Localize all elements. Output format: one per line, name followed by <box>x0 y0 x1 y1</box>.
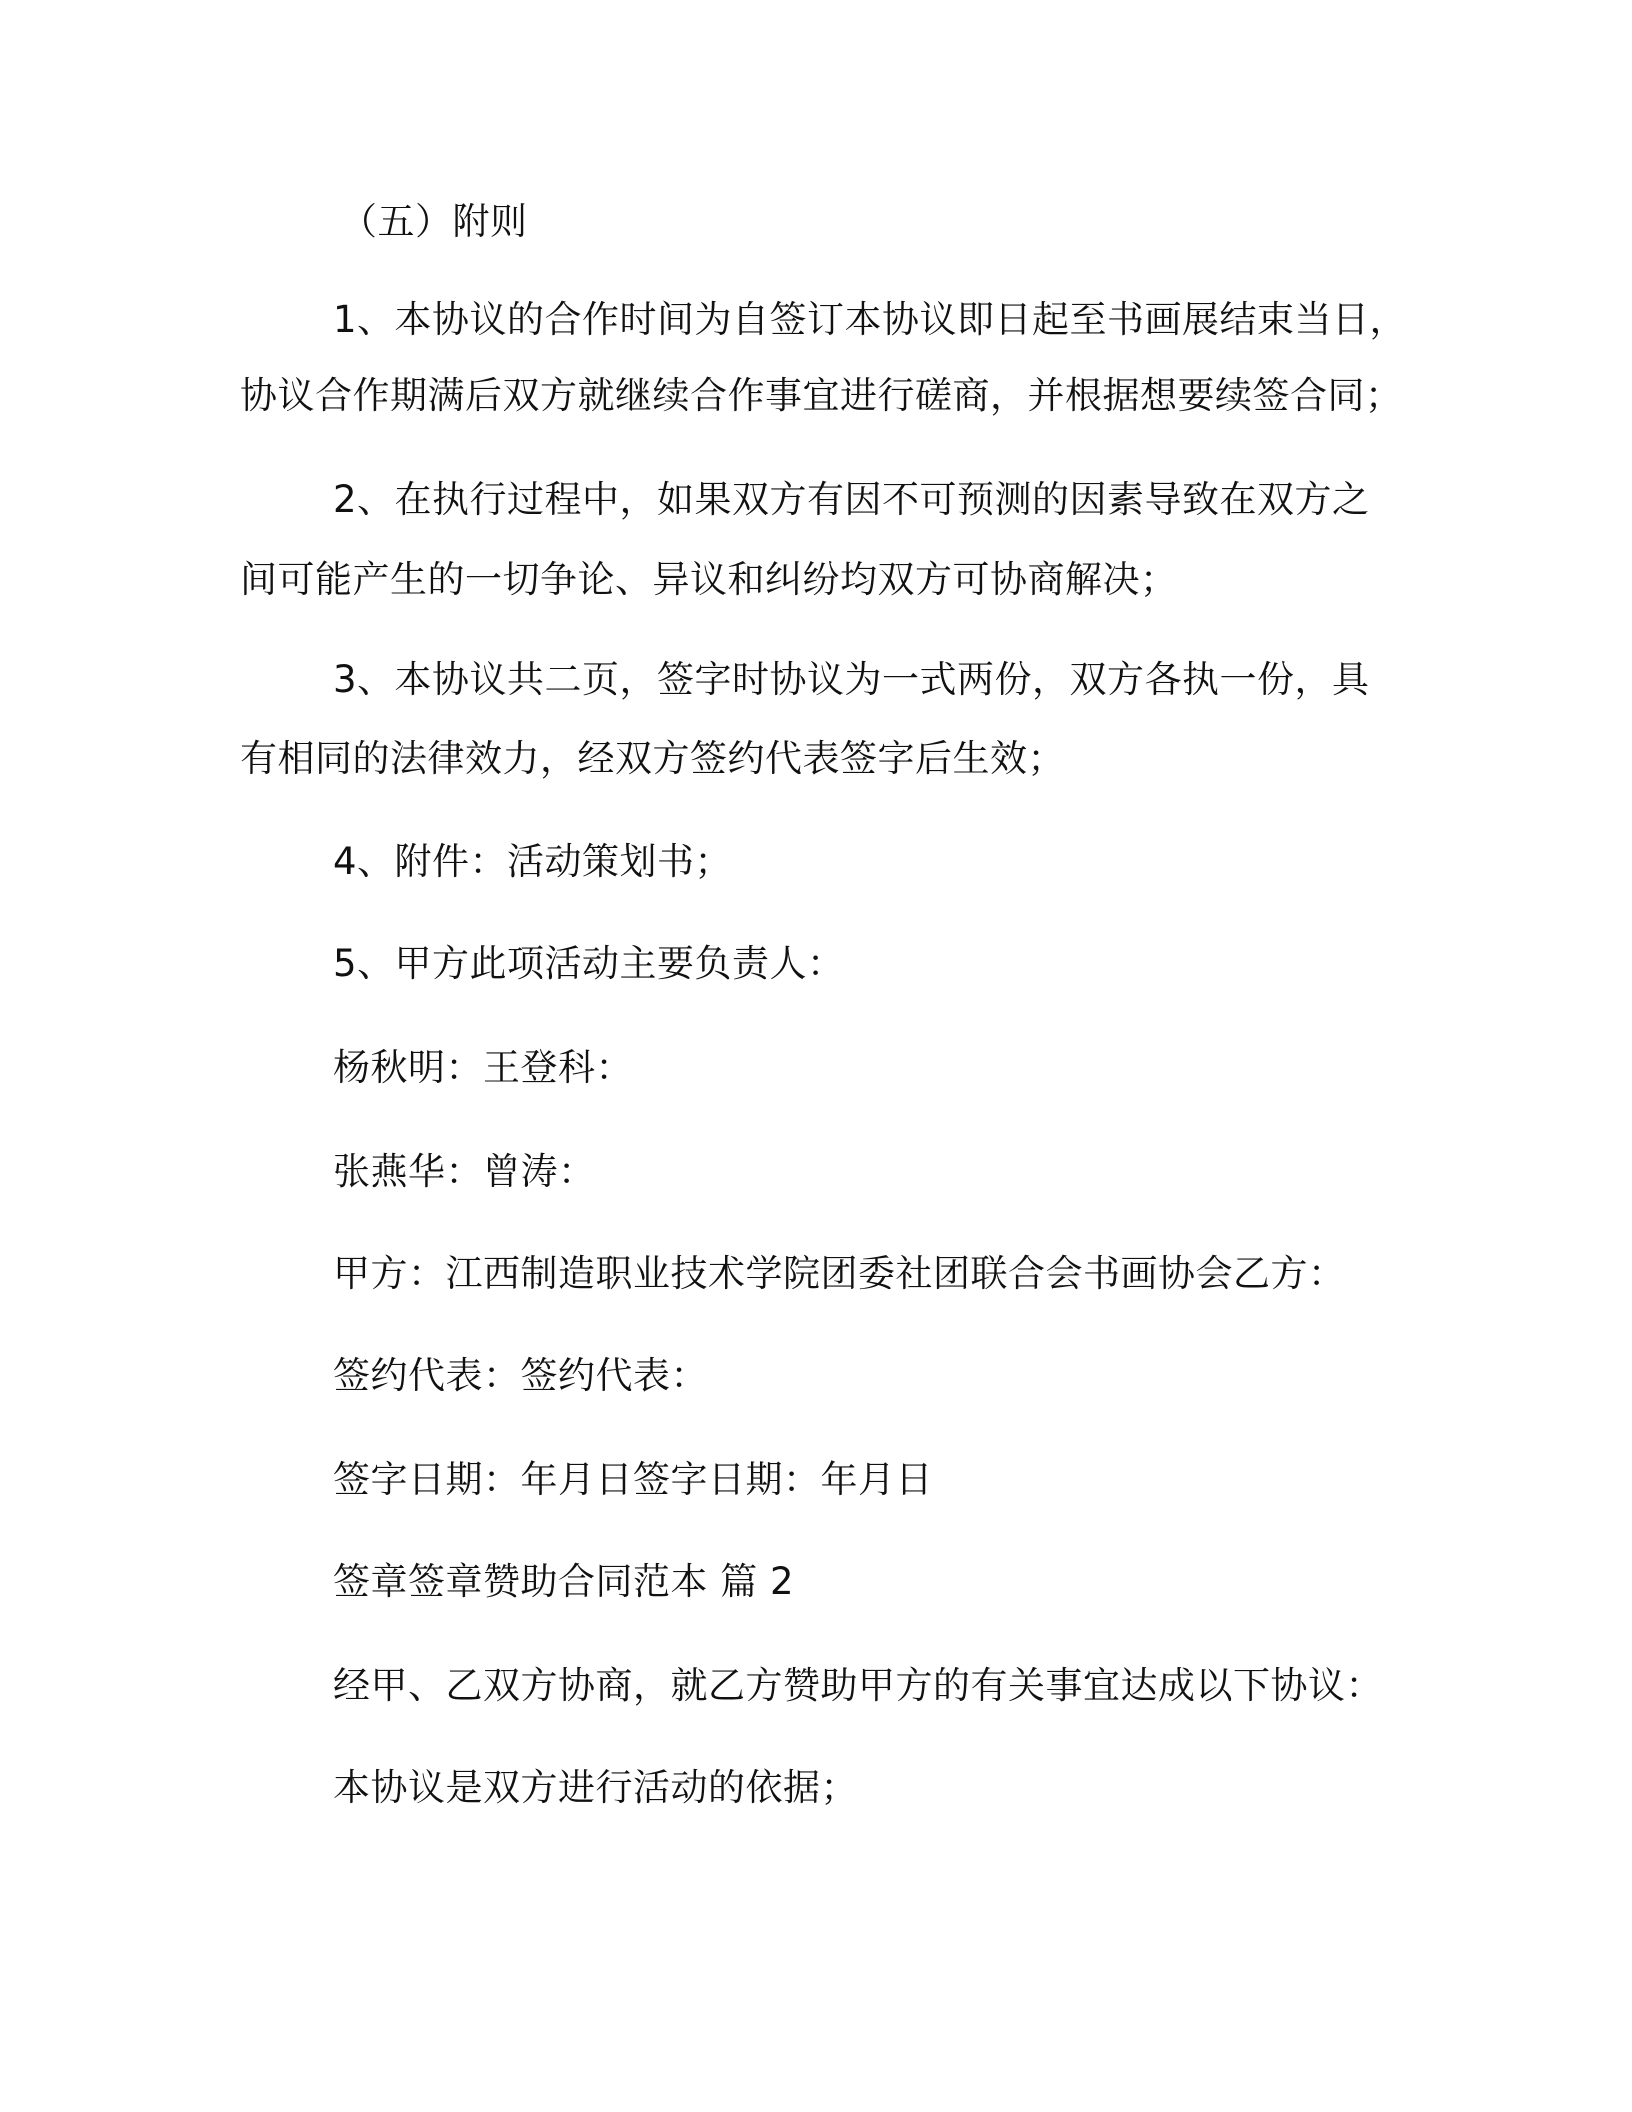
part-2-basis: 本协议是双方进行活动的依据； <box>333 1766 858 1809</box>
clause-3-line-2: 有相同的法律效力，经双方签约代表签字后生效； <box>240 737 1065 780</box>
clause-1-line-2: 协议合作期满后双方就继续合作事宜进行磋商，并根据想要续签合同； <box>240 374 1403 417</box>
clause-3-line-1: 3、本协议共二页，签字时协议为一式两份，双方各执一份，具 <box>333 658 1370 701</box>
clause-2-line-2: 间可能产生的一切争论、异议和纠纷均双方可协商解决； <box>240 558 1178 601</box>
date-line: 签字日期：年月日签字日期：年月日 <box>333 1458 933 1501</box>
part-2-intro: 经甲、乙双方协商，就乙方赞助甲方的有关事宜达成以下协议： <box>333 1664 1383 1707</box>
persons-line-2: 张燕华：曾涛： <box>333 1150 596 1193</box>
part-2-title: 签章签章赞助合同范本 篇 2 <box>333 1560 795 1603</box>
representative-line: 签约代表：签约代表： <box>333 1354 708 1397</box>
persons-line-1: 杨秋明：王登科： <box>333 1046 633 1089</box>
clause-5: 5、甲方此项活动主要负责人： <box>333 942 845 985</box>
party-line: 甲方：江西制造职业技术学院团委社团联合会书画协会乙方： <box>333 1252 1346 1295</box>
clause-1-line-1: 1、本协议的合作时间为自签订本协议即日起至书画展结束当日， <box>333 298 1408 341</box>
section-heading: （五）附则 <box>340 200 528 243</box>
clause-4: 4、附件：活动策划书； <box>333 840 733 883</box>
clause-2-line-1: 2、在执行过程中，如果双方有因不可预测的因素导致在双方之 <box>333 478 1370 521</box>
